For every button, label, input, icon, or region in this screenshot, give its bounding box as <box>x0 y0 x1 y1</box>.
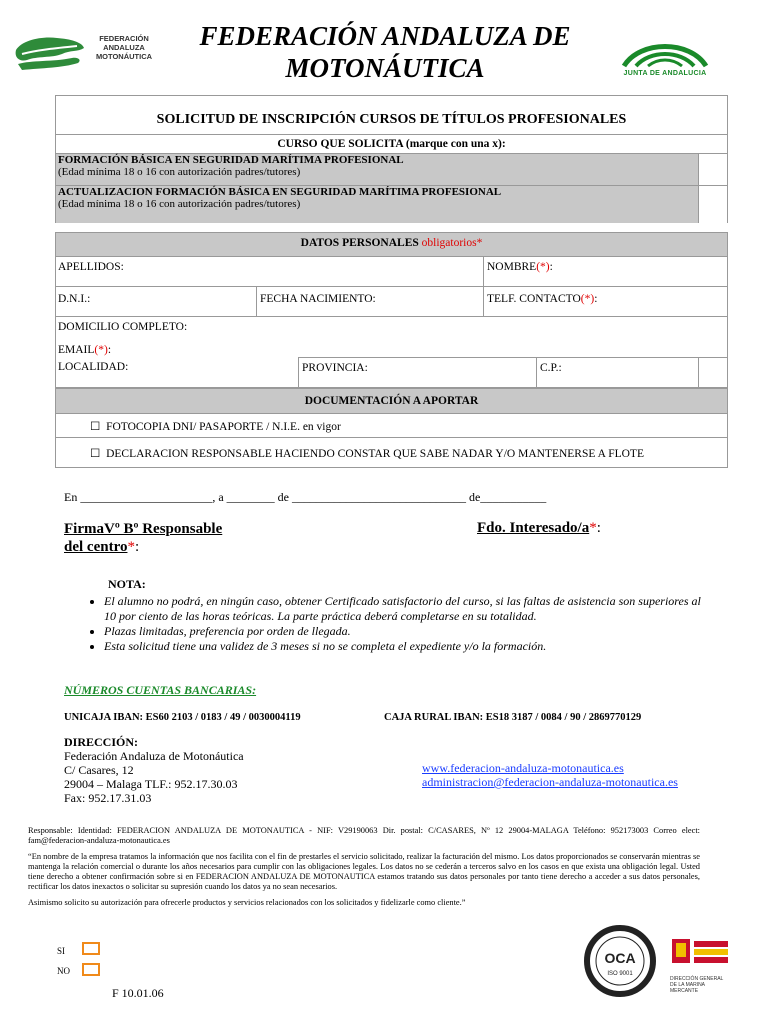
course-row-1 <box>56 154 727 186</box>
row-domicilio[interactable] <box>56 317 727 357</box>
provincia-label: PROVINCIA: <box>302 362 368 374</box>
note-item-3: • Esta solicitud tiene una validez de 3 meses si no se completa el expediente y/o la formación. <box>104 639 704 654</box>
domicilio-label: DOMICILIO COMPLETO: <box>58 321 188 333</box>
cp-field[interactable] <box>536 357 698 388</box>
course-note-1: (Edad mínima 18 o 16 con autorización padres/tutores) <box>58 166 301 178</box>
extra-cell <box>698 357 727 388</box>
checkbox-icon: ☐ <box>90 448 101 460</box>
spain-crest-icon <box>670 935 730 969</box>
notes-section <box>84 577 704 654</box>
date-place-line[interactable]: En ______________________, a ________ de _____________________________ de___________ <box>64 490 547 504</box>
caja-rural-iban: CAJA RURAL IBAN: ES18 3187 / 0084 / 90 / 2869770129 <box>384 712 642 723</box>
svg-text:ISO 9001: ISO 9001 <box>607 971 633 977</box>
dni-label: D.N.I.: <box>58 293 91 305</box>
course-prompt: CURSO QUE SOLICITA (marque con una x): <box>56 134 727 154</box>
personal-data-box <box>55 232 728 388</box>
row-names <box>56 257 727 287</box>
telf-label: TELF. CONTACTO(*): <box>487 293 598 305</box>
oca-seal-icon <box>580 925 660 1000</box>
fecha-label: FECHA NACIMIENTO: <box>260 293 376 305</box>
federation-logo-text: FEDERACIÓN ANDALUZA MOTONÁUTICA <box>95 34 153 61</box>
row-dni <box>56 287 727 317</box>
junta-logo-text: JUNTA DE ANDALUCIA <box>623 70 707 77</box>
address-line: C/ Casares, 12 <box>64 763 134 777</box>
page-title: FEDERACIÓN ANDALUZA DE MOTONÁUTICA <box>199 21 571 83</box>
consent-no-checkbox[interactable] <box>82 963 100 976</box>
junta-arc-icon <box>610 36 720 70</box>
marina-mercante-text: DIRECCIÓN GENERAL DE LA MARINA MERCANTE <box>670 976 724 994</box>
documentation-box <box>55 388 728 468</box>
row-localidad <box>56 357 727 388</box>
address-line: 29004 – Malaga TLF.: 952.17.30.03 <box>64 777 238 791</box>
center-signature: FirmaVº Bº Responsable del centro*: <box>64 521 223 555</box>
address-title: DIRECCIÓN: <box>64 735 139 749</box>
nombre-field[interactable] <box>483 257 727 286</box>
form-title: SOLICITUD DE INSCRIPCIÓN CURSOS DE TÍTULOS PROFESIONALES <box>156 112 627 127</box>
bank-accounts-title: NÚMEROS CUENTAS BANCARIAS: <box>64 683 257 697</box>
cp-label: C.P.: <box>540 362 562 374</box>
oca-certification-logo <box>580 925 660 1000</box>
localidad-label: LOCALIDAD: <box>58 361 129 373</box>
unicaja-iban: UNICAJA IBAN: ES60 2103 / 0183 / 49 / 0030004119 <box>64 712 301 723</box>
required-note: obligatorios* <box>421 237 483 249</box>
documentation-title: DOCUMENTACIÓN A APORTAR <box>56 389 727 414</box>
andalucia-map-icon <box>12 30 87 78</box>
doc-item-2-text: DECLARACION RESPONSABLE HACIENDO CONSTAR QUE SABE NADAR Y/O MANTENERSE A FLOTE <box>106 448 644 460</box>
consent-no-label: NO <box>57 966 70 976</box>
website-link[interactable]: www.federacion-andaluza-motonautica.es <box>422 761 624 775</box>
privacy-paragraph: “En nombre de la empresa tratamos la información que nos facilita con el fin de prestarles el servicio solicitado, realizar la facturación del mismo. Los datos proporcionados se conservarán mientras se mantenga la relación comercial o durante los años necesarios para cumplir con las obligaciones legales. Los datos no se cederán a terceros salvo en los casos en que exista una obligación legal. Usted tiene derecho a obtener confirmación sobre si en FEDERACION ANDALUZA DE MOTONAUTICA estamos tratando sus datos personales por tanto tiene derecho a acceder a sus datos personales, rectificar los datos inexactos o solicitar su supresión cuando los datos ya no sean necesarios. <box>28 852 700 891</box>
junta-logo <box>610 36 720 84</box>
marina-mercante-logo <box>670 935 730 995</box>
federation-logo <box>12 30 162 80</box>
consent-yes-label: SI <box>57 946 66 956</box>
applicant-signature: Fdo. Interesado/a*: <box>477 520 601 536</box>
course-note-2: (Edad mínima 18 o 16 con autorización padres/tutores) <box>58 198 301 210</box>
personal-data-title: DATOS PERSONALES <box>300 237 419 249</box>
course-selection-box <box>55 95 728 223</box>
privacy-notice <box>28 826 700 914</box>
doc-item-2[interactable] <box>56 438 727 468</box>
svg-text:OCA: OCA <box>604 950 636 966</box>
web-links <box>422 761 678 789</box>
telf-field[interactable] <box>483 287 727 316</box>
doc-item-1[interactable] <box>56 414 727 438</box>
consent-paragraph: Asimismo solicito su autorización para ofrecerle productos y servicios relacionados con los solicitados y fidelizarle como cliente.” <box>28 898 466 907</box>
responsable-info: Responsable: Identidad: FEDERACION ANDALUZA DE MOTONAUTICA - NIF: V29190063 Dir. postal: C/CASARES, Nº 12 29004-MALAGA Teléfono: 952173003 Correo elect: fam@federacion-andaluza-motonautica.es <box>28 826 700 845</box>
course-checkbox-2[interactable] <box>698 186 727 223</box>
fecha-field[interactable] <box>256 287 483 316</box>
note-item-1: • El alumno no podrá, en ningún caso, obtener Certificado satisfactorio del curso, si las faltas de asistencia son superiores al 10 por ciento de las horas teóricas. La parte práctica deberá completarse en su totalidad. <box>104 594 704 624</box>
email-label: EMAIL(*): <box>58 344 112 356</box>
course-checkbox-1[interactable] <box>698 154 727 185</box>
address-line: Fax: 952.17.31.03 <box>64 791 152 805</box>
personal-data-header <box>56 233 727 257</box>
course-name-2: ACTUALIZACION FORMACIÓN BÁSICA EN SEGURIDAD MARÍTIMA PROFESIONAL <box>58 186 502 198</box>
notes-title: NOTA: <box>108 577 146 591</box>
checkbox-icon: ☐ <box>90 421 101 433</box>
consent-yes-checkbox[interactable] <box>82 942 100 955</box>
document-code: F 10.01.06 <box>112 986 164 1000</box>
provincia-field[interactable] <box>298 357 536 388</box>
doc-item-1-text: FOTOCOPIA DNI/ PASAPORTE / N.I.E. en vigor <box>106 421 341 433</box>
email-link[interactable]: administracion@federacion-andaluza-motonautica.es <box>422 775 678 789</box>
address-line: Federación Andaluza de Motonáutica <box>64 749 244 763</box>
nombre-label: NOMBRE(*): <box>487 261 553 273</box>
course-name-1: FORMACIÓN BÁSICA EN SEGURIDAD MARÍTIMA PROFESIONAL <box>58 154 404 166</box>
apellidos-label: APELLIDOS: <box>58 261 124 273</box>
note-item-2: • Plazas limitadas, preferencia por orden de llegada. <box>104 624 704 639</box>
course-row-2 <box>56 186 727 223</box>
address-block <box>64 735 244 805</box>
